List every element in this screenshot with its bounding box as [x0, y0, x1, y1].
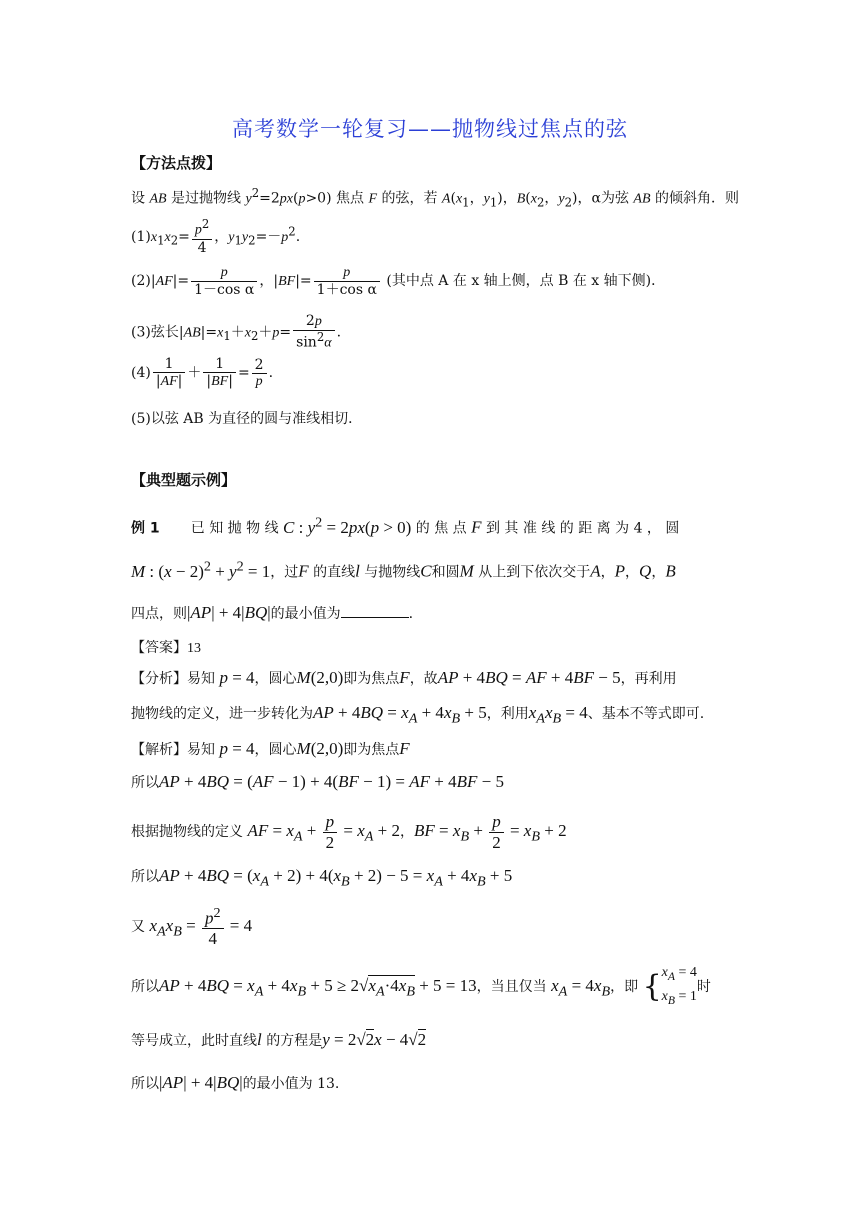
analysis-line-1: 【分析】易知 p = 4，圆心M(2,0)即为焦点F，故AP + 4BQ = AF + 4BF − 5，再利用	[131, 668, 677, 687]
example-1-line-2: M : $(x - 2)^2 + y^2 = 1$，过F 的直线l 与抛物线C和圆M 从上到下依次交于A，P，Q，B	[131, 558, 676, 581]
solution-line-1: 【解析】易知 p = 4，圆心M(2,0)即为焦点F	[131, 739, 410, 758]
method-item-2: (2)|AF|= $\frac{p}{\text{1－cos α}}$ ，|BF|= $\frac{p}{\text{1＋cos α}}$ (其中点 A 在 x 轴上侧，点 B 在 x 轴下侧)．	[131, 265, 666, 299]
solution-line-8: 所以|AP| + 4|BQ|的最小值为 13.	[131, 1073, 340, 1092]
method-item-5: (5)以弦 AB 为直径的圆与准线相切．	[131, 411, 363, 427]
solution-line-7: 等号成立，此时直线l 的方程是y = 2√2x − 4√2	[131, 1030, 427, 1049]
method-item-4: (4) $\frac{1}{|AF|}$ ＋ $\frac{1}{|BF|}$ = $\frac{2}{p}$ .	[131, 356, 274, 390]
solution-line-5: 又 $x_Ax_B$ = $\frac{p^2}{4}$ = 4	[131, 905, 253, 949]
solution-line-6: 所以AP + $4BQ = x_A + 4x_B + 5 \ge 2√x_A\cdot 4x_B + 5 = 13$，当且仅当 $x_A = 4x_B$，即 {$x_A = 4$ $x_B = 1$时	[131, 965, 711, 1007]
page-title: 高考数学一轮复习——抛物线过焦点的弦	[232, 117, 628, 141]
answer-blank	[341, 605, 409, 618]
example-1-line-3: 四点，则|AP| + 4|BQ|的最小值为 .	[131, 603, 414, 622]
solution-line-4: 所以AP + $4BQ = (x_A + 2) + 4(x_B + 2) - 5 = x_A + 4x_B + 5$	[131, 866, 513, 890]
method-intro: 设 AB 是过抛物线 $y^2=2px(p>0)$ 焦点 F 的弦，若 $A(x_1$，$y_1$)，$B(x_2$，$y_2$)，α为弦 AB 的倾斜角．则	[131, 186, 739, 210]
analysis-line-2: 抛物线的定义，进一步转化为AP + $4BQ = x_A + 4x_B + 5$，利用$x_Ax_B = 4$、基本不等式即可.	[131, 703, 705, 727]
solution-line-2: 所以AP + 4BQ = (AF − 1) + 4(BF − 1) = AF + 4BF − 5	[131, 772, 504, 791]
method-item-1: $(1)x_1x_2=$ $\frac{p^2}{4}$ ，$y_1y_2=-p^2$.	[131, 217, 301, 256]
examples-heading: 【典型题示例】	[131, 471, 237, 489]
solution-line-3: 根据抛物线的定义 AF = $x_A$ + $\frac{p}{2}$ = $x_A + 2$，BF = $x_B$ + $\frac{p}{2}$ = $x_B + 2$	[131, 812, 567, 852]
method-item-3: (3)弦长$|AB|=x_1+x_2+p=$ $\frac{2p}{\sin^2\alpha}$ .	[131, 313, 342, 351]
example-1-line-1: 例 1 已 知 抛 物 线 C : $y^2 = 2px(p > 0)$ 的 焦 点 F 到 其 准 线 的 距 离 为 4 ， 圆	[131, 514, 680, 537]
method-heading: 【方法点拨】	[131, 154, 222, 172]
answer-line: 【答案】13	[131, 640, 201, 656]
